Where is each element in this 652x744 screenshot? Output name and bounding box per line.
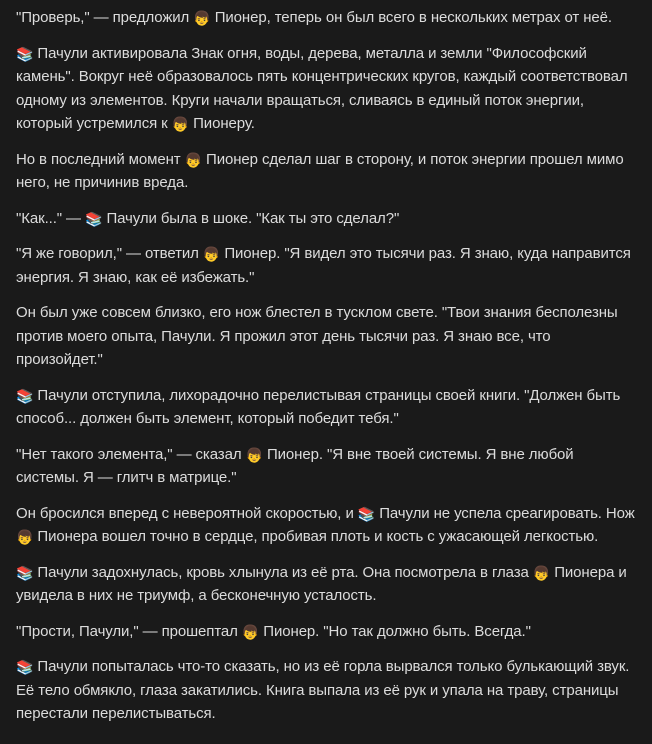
paragraph-text: Пионер сделал шаг в сторону, и поток энергии прошел мимо него, не причинив вреда. bbox=[16, 150, 624, 191]
story-paragraph bbox=[16, 301, 636, 372]
books-emoji-icon: 📚 bbox=[16, 565, 34, 582]
story-paragraph bbox=[16, 655, 636, 726]
books-emoji-icon: 📚 bbox=[357, 506, 376, 523]
paragraph-text: Пионера и увидела в них не триумф, а бесконечную усталость. bbox=[16, 563, 627, 604]
story-paragraph bbox=[16, 384, 636, 431]
paragraph-text: "Нет такого элемента," — сказал bbox=[16, 445, 246, 463]
paragraph-text: Пачули задохнулась, кровь хлынула из её рта. Она посмотрела в глаза bbox=[33, 563, 533, 581]
paragraph-text: Но в последний момент bbox=[16, 150, 185, 168]
paragraph-text: "Я же говорил," — ответил bbox=[16, 245, 203, 262]
boy-emoji-icon: 👦 bbox=[193, 11, 211, 27]
story-paragraph bbox=[16, 620, 636, 644]
boy-emoji-icon: 👦 bbox=[171, 117, 190, 133]
story-paragraph bbox=[16, 42, 636, 136]
paragraph-text: "Проверь," — предложил bbox=[16, 9, 194, 26]
books-emoji-icon: 📚 bbox=[16, 388, 34, 405]
paragraph-text: Он бросился вперед с невероятной скоростью, и bbox=[16, 504, 358, 522]
paragraph-text: Пачули не успела среагировать. Нож bbox=[375, 504, 635, 522]
books-emoji-icon: 📚 bbox=[85, 211, 103, 228]
boy-emoji-icon: 👦 bbox=[16, 530, 34, 546]
story-paragraph bbox=[16, 207, 636, 231]
story-paragraph bbox=[16, 242, 636, 289]
boy-emoji-icon: 👦 bbox=[202, 247, 221, 263]
books-emoji-icon: 📚 bbox=[16, 660, 34, 676]
boy-emoji-icon: 👦 bbox=[184, 152, 202, 169]
boy-emoji-icon: 👦 bbox=[532, 565, 551, 582]
story-paragraph bbox=[16, 561, 636, 608]
paragraph-text: Пионер. "Но так должно быть. Всегда." bbox=[259, 622, 531, 640]
paragraph-text: Пионера вошел точно в сердце, пробивая плоть и кость с ужасающей легкостью. bbox=[33, 528, 599, 545]
paragraph-text: Пионер, теперь он был всего в нескольких метрах от неё. bbox=[210, 9, 612, 26]
paragraph-text: Пачули отступила, лихорадочно перелистывая страницы своей книги. "Должен быть способ... должен быть элемент, который победит тебя." bbox=[16, 386, 621, 427]
story-paragraph bbox=[16, 6, 636, 30]
paragraph-text: Пионер. "Я вне твоей системы. Я вне любой системы. Я — глитч в матрице." bbox=[16, 445, 574, 486]
paragraph-text: Пачули активировала Знак огня, воды, дерева, металла и земли "Философский камень". Вокруг неё образовалось пять концентрических кругов, каждый соответствовал одному из элементов. Круги начали вращаться, сливаясь в единый поток энергии, который устремился к bbox=[16, 44, 628, 132]
story-paragraph bbox=[16, 443, 636, 490]
paragraph-text: Пионеру. bbox=[189, 115, 255, 132]
books-emoji-icon: 📚 bbox=[16, 46, 34, 63]
boy-emoji-icon: 👦 bbox=[245, 447, 263, 464]
paragraph-text: "Прости, Пачули," — прошептал bbox=[16, 622, 242, 640]
paragraph-text: Пачули попыталась что-то сказать, но из её горла вырвался только булькающий звук. Её тело обмякло, глаза закатились. Книга выпала из её рук и упала на траву, страницы перестали перелистываться. bbox=[16, 658, 630, 722]
story-paragraph bbox=[16, 502, 636, 549]
story-paragraph bbox=[16, 148, 636, 195]
paragraph-text: Пионер. "Я видел это тысячи раз. Я знаю, куда направится энергия. Я знаю, как её избежать." bbox=[16, 245, 631, 286]
boy-emoji-icon: 👦 bbox=[241, 624, 260, 641]
paragraph-text: "Как..." — bbox=[16, 209, 86, 227]
paragraph-text: Пачули была в шоке. "Как ты это сделал?" bbox=[102, 209, 400, 227]
paragraph-text: Он был уже совсем близко, его нож блестел в тусклом свете. "Твои знания бесполезны против моего опыта, Пачули. Я прожил этот день тысячи раз. Я знаю все, что произойдет." bbox=[16, 304, 618, 368]
